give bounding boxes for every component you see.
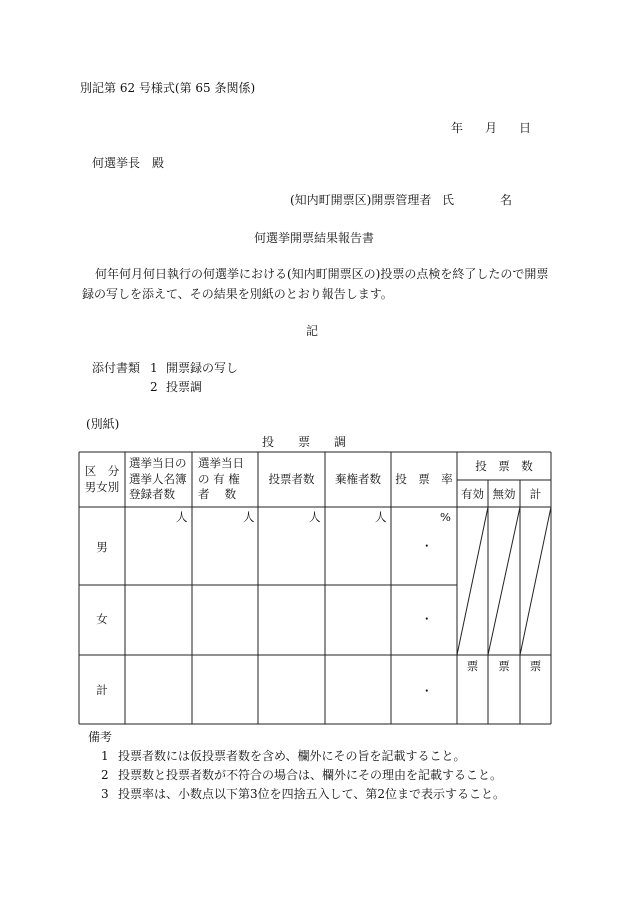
note-text: 投票率は、小数点以下第3位を四捨五入して、第2位まで表示すること。 <box>118 787 506 801</box>
form-reference: 別記第 62 号様式(第 65 条関係) <box>80 81 256 95</box>
note-num: 3 <box>101 787 109 801</box>
unit-ballot: 票 <box>498 659 510 673</box>
note-num: 2 <box>101 768 109 782</box>
row-label-total: 計 <box>96 683 108 697</box>
sender-name-label-1: 氏 <box>442 193 455 207</box>
rate-decimal-dot: ・ <box>421 539 433 553</box>
sender-name-label-2: 名 <box>500 193 513 207</box>
table-title: 投 票 調 <box>262 435 347 449</box>
unit-person: 人 <box>309 510 321 524</box>
header-ballots-valid: 有効 <box>461 487 484 501</box>
header-voters: 投票者数 <box>268 472 315 486</box>
rate-decimal-dot: ・ <box>421 612 433 626</box>
ki-mark: 記 <box>306 324 319 338</box>
sender-organization: (知内町開票区)開票管理者 <box>290 193 432 207</box>
header-category: 区 分 男女別 <box>84 464 120 494</box>
note-text: 投票数と投票者数が不符合の場合は、欄外にその理由を記載すること。 <box>118 768 503 782</box>
header-registered: 選挙当日の 選挙人名簿 登録者数 <box>129 456 187 502</box>
unit-ballot: 票 <box>466 659 479 673</box>
date-day: 日 <box>519 121 532 135</box>
header-ballots-invalid: 無効 <box>492 487 516 501</box>
body-line-2: 録の写しを添えて、その結果を別紙のとおり報告します。 <box>82 287 393 301</box>
body-line-1: 何年何月何日執行の何選挙における(知内町開票区の)投票の点検を終了したので開票 <box>95 267 549 281</box>
unit-person: 人 <box>243 510 255 524</box>
unit-person: 人 <box>176 510 188 524</box>
note-text: 投票者数には仮投票者数を含め、欄外にその旨を記載すること。 <box>118 749 466 763</box>
header-ballots: 投 票 数 <box>475 459 533 473</box>
document-title: 何選挙開票結果報告書 <box>254 231 375 245</box>
unit-percent: % <box>440 510 451 524</box>
date-month: 月 <box>485 121 498 135</box>
header-rate: 投 票 率 <box>395 472 453 486</box>
unit-person: 人 <box>375 510 387 524</box>
attachment-text: 投票調 <box>166 380 203 394</box>
attachments-label: 添付書類 <box>92 361 141 375</box>
attachment-num: 2 <box>150 380 158 394</box>
notes-label: 備考 <box>88 730 113 744</box>
rate-decimal-dot: ・ <box>421 684 433 698</box>
addressee: 何選挙長 殿 <box>92 156 165 170</box>
attachment-num: 1 <box>150 361 158 375</box>
header-eligible: 選挙当日 の 有 権 者 数 <box>198 456 244 502</box>
unit-ballot: 票 <box>529 659 542 673</box>
row-label-male: 男 <box>96 540 108 554</box>
appendix-label: (別紙) <box>86 417 120 431</box>
attachment-text: 開票録の写し <box>166 361 239 375</box>
note-num: 1 <box>101 749 109 763</box>
date-year: 年 <box>451 121 464 135</box>
header-ballots-total: 計 <box>529 487 542 501</box>
row-label-female: 女 <box>96 612 108 626</box>
header-abstainers: 棄権者数 <box>335 472 381 486</box>
